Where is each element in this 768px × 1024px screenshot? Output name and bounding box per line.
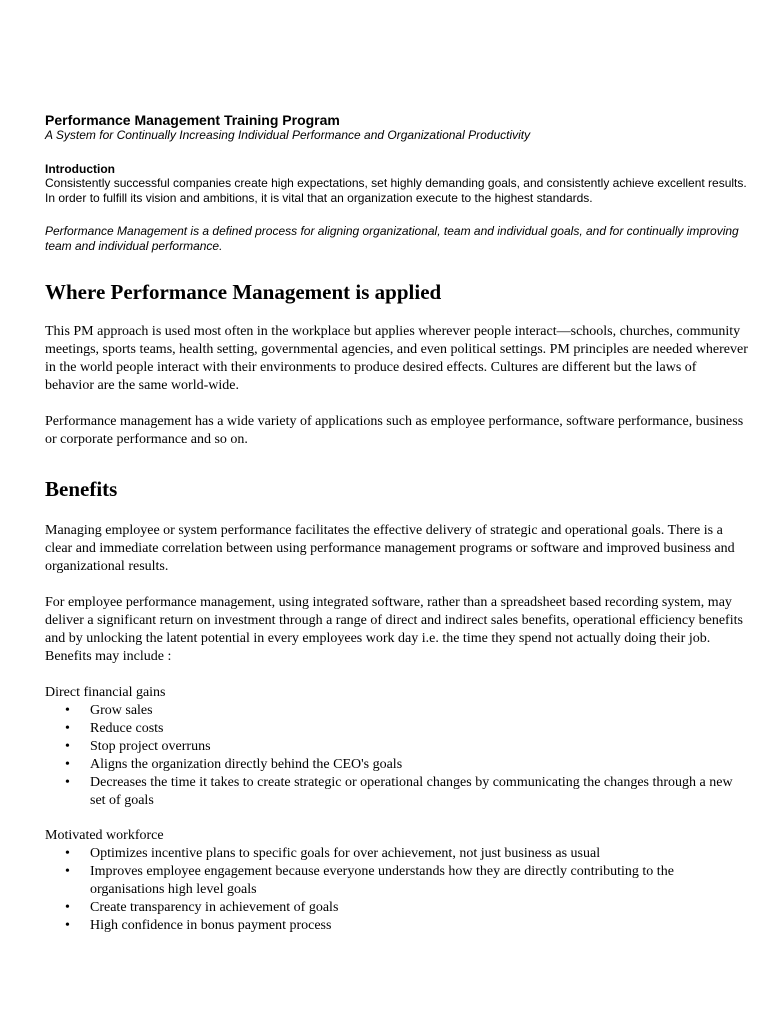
motivated-workforce-label: Motivated workforce bbox=[45, 828, 164, 843]
bullet-icon: • bbox=[65, 918, 70, 933]
bullet-icon: • bbox=[65, 703, 70, 718]
list-item bbox=[45, 756, 748, 774]
list-item bbox=[45, 863, 748, 899]
bullet-icon: • bbox=[65, 900, 70, 915]
bullet-icon: • bbox=[65, 846, 70, 861]
list-item-text: Reduce costs bbox=[90, 721, 164, 736]
list-item bbox=[45, 899, 748, 917]
list-item-text: Decreases the time it takes to create strategic or operational changes by communicating the changes through a new set of goals bbox=[90, 775, 733, 808]
definition-paragraph: Performance Management is a defined process for aligning organizational, team and individual goals, and for continually improving team and individual performance. bbox=[45, 224, 739, 253]
document-subtitle: A System for Continually Increasing Individual Performance and Organizational Productivity bbox=[45, 128, 531, 142]
list-item-text: High confidence in bonus payment process bbox=[90, 918, 332, 933]
bullet-icon: • bbox=[65, 757, 70, 772]
list-item-text: Optimizes incentive plans to specific goals for over achievement, not just business as usual bbox=[90, 846, 601, 861]
list-item bbox=[45, 738, 748, 756]
section-heading-benefits: Benefits bbox=[45, 477, 118, 501]
list-item bbox=[45, 774, 748, 810]
bullet-icon: • bbox=[65, 864, 70, 879]
benefits-paragraph-2: For employee performance management, using integrated software, rather than a spreadsheet based recording system, may deliver a significant return on investment through a range of direct and indirect sales benefits, operational efficiency benefits and by unlocking the latent potential in every employees work day i.e. the time they spend not actually doing their job. Benefits may include : bbox=[45, 595, 743, 664]
list-item-text: Grow sales bbox=[90, 703, 153, 718]
list-item-text: Stop project overruns bbox=[90, 739, 211, 754]
motivated-workforce-list bbox=[45, 845, 748, 935]
list-item bbox=[45, 917, 748, 935]
list-item bbox=[45, 702, 748, 720]
bullet-icon: • bbox=[65, 721, 70, 736]
list-item bbox=[45, 720, 748, 738]
bullet-icon: • bbox=[65, 739, 70, 754]
introduction-paragraph: Consistently successful companies create high expectations, set highly demanding goals, and consistently achieve excellent results. In order to fulfill its vision and ambitions, it is vital that an organization execute to the highest standards. bbox=[45, 176, 747, 205]
applied-paragraph-1: This PM approach is used most often in the workplace but applies wherever people interact—schools, churches, community meetings, sports teams, health setting, governmental agencies, and even political settings. PM principles are needed wherever in the world people interact with their environments to produce desired effects. Cultures are different but the laws of behavior are the same world-wide. bbox=[45, 324, 748, 393]
benefits-paragraph-1: Managing employee or system performance facilitates the effective delivery of strategic and operational goals. There is a clear and immediate correlation between using performance management programs or software and improved business and organizational results. bbox=[45, 523, 735, 574]
list-item-text: Improves employee engagement because everyone understands how they are directly contributing to the organisations high level goals bbox=[90, 864, 674, 897]
applied-paragraph-2: Performance management has a wide variety of applications such as employee performance, software performance, business or corporate performance and so on. bbox=[45, 414, 744, 447]
bullet-icon: • bbox=[65, 775, 70, 790]
direct-gains-list bbox=[45, 702, 748, 810]
document-title: Performance Management Training Program bbox=[45, 112, 340, 128]
list-item-text: Aligns the organization directly behind the CEO's goals bbox=[90, 757, 403, 772]
list-item bbox=[45, 845, 748, 863]
list-item-text: Create transparency in achievement of goals bbox=[90, 900, 339, 915]
section-heading-applied: Where Performance Management is applied bbox=[45, 280, 442, 304]
introduction-heading: Introduction bbox=[45, 162, 115, 176]
direct-gains-label: Direct financial gains bbox=[45, 685, 166, 700]
